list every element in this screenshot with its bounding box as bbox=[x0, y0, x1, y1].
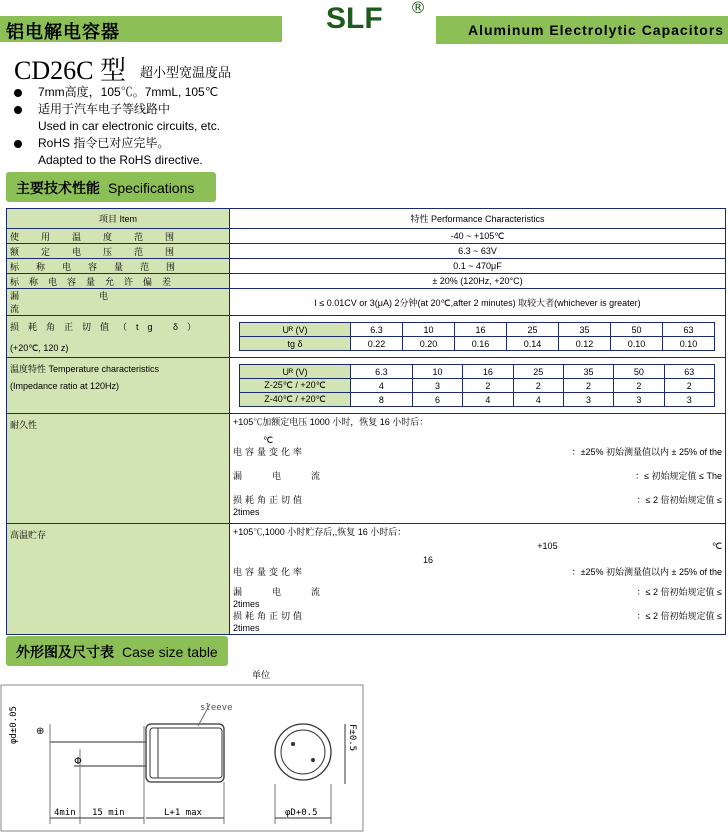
feature-item: 适用于汽车电子等线路中 bbox=[14, 101, 220, 118]
dim-15min: 15 min bbox=[92, 808, 125, 818]
header-title-cn: 铝电解电容器 bbox=[6, 22, 120, 43]
header-title-bar bbox=[0, 16, 282, 42]
table-row bbox=[7, 289, 726, 316]
tan-condition: (+20℃, 120 z) bbox=[10, 343, 69, 353]
table-header-row bbox=[7, 209, 726, 229]
row-label: 额定电压范围 bbox=[7, 244, 230, 259]
tan-label: 损耗角正切值（tg δ） bbox=[10, 322, 206, 332]
unit-label: 单位 bbox=[252, 671, 271, 681]
feature-item: RoHS 指令已对应完毕。 bbox=[14, 135, 220, 152]
row-label: 标称电容量范围 bbox=[7, 259, 230, 274]
temp-sub-label: (Impedance ratio at 120Hz) bbox=[10, 381, 120, 391]
table-row bbox=[7, 259, 726, 274]
storage-text: +105℃,1000 小时贮存后,,恢复 16 小时后： +105 ℃ 16 电容量变化率 ：±25% 初始测量值以内 ± 25% of the 漏电流 ：≤ 2 倍初始规定值 ≤ 2times 损耗角正切值 ：≤ 2 倍初始规定值 ≤ 2times bbox=[233, 527, 722, 633]
table-row-storage bbox=[7, 524, 726, 635]
feature-item: 7mm高度，105℃。7mmL, 105℃ bbox=[14, 84, 220, 101]
phi-label: Φ bbox=[74, 756, 82, 767]
temp-table: Uᴿ (V) 6.3 10 16 25 35 50 63 Z-25℃ / +20℃ 4 3 2 2 2 2 2 Z-40℃ / +20℃ 8 6 4 4 3 3 3 bbox=[239, 364, 715, 407]
temp-label: 温度特性 Temperature characteristics bbox=[10, 364, 160, 374]
table-row bbox=[7, 274, 726, 289]
row-label: 使用温度范围 bbox=[7, 229, 230, 244]
dim-4min: 4min bbox=[54, 808, 76, 818]
case-size-heading: 外形图及尺寸表 Case size table bbox=[6, 636, 228, 666]
row-value: -40 ~ +105℃ bbox=[230, 229, 726, 244]
table-row-temp bbox=[7, 358, 726, 414]
row-value: I ≤ 0.01CV or 3(μA) 2分钟(at 20℃,after 2 minutes) 取较大者(whichever is greater) bbox=[230, 289, 726, 316]
feature-list bbox=[14, 84, 220, 169]
feature-item: Adapted to the RoHS directive. bbox=[38, 153, 203, 167]
header-item: 项目 Item bbox=[7, 209, 230, 229]
row-label: 标称电容量允许偏差 bbox=[7, 274, 230, 289]
table-row-tan bbox=[7, 316, 726, 358]
header-title-en: Aluminum Electrolytic Capacitors bbox=[468, 22, 725, 38]
registered-mark: ® bbox=[410, 0, 426, 17]
row-value: ± 20% (120Hz, +20°C) bbox=[230, 274, 726, 289]
sleeve-label: sleeve bbox=[200, 703, 233, 713]
bullet-icon bbox=[14, 89, 22, 97]
dim-phi-d: φd±0.05 bbox=[9, 706, 19, 744]
dim-L: L+1 max bbox=[164, 808, 202, 818]
endurance-text: +105℃加额定电压 1000 小时，恢复 16 小时后： ℃ 电容量变化率 ：±25% 初始测量值以内 ± 25% of the 漏电流 ：≤ 初始规定值 ≤ The 损耗角正切值 ：≤ 2 倍初始规定值 ≤ 2times bbox=[233, 417, 722, 517]
ur-label: Uᴿ (V) bbox=[240, 323, 351, 337]
dim-F: F±0.5 bbox=[347, 724, 357, 752]
row-label: 漏电流 bbox=[7, 289, 230, 316]
brand-logo: SLF bbox=[326, 2, 383, 35]
plus-mark: ⊕ bbox=[36, 726, 45, 737]
header-english-bar bbox=[436, 16, 728, 44]
case-drawing bbox=[0, 684, 370, 834]
header-performance: 特性 Performance Characteristics bbox=[230, 209, 726, 229]
tg-label: tg δ bbox=[240, 337, 351, 351]
storage-label: 高温贮存 bbox=[7, 524, 230, 635]
model-subtitle: 超小型宽温度品 bbox=[140, 66, 232, 81]
specifications-table bbox=[6, 208, 726, 635]
tan-table: Uᴿ (V) 6.3 10 16 25 35 50 63 tg δ 0.22 0.20 0.16 0.14 0.12 0.10 0.10 bbox=[239, 322, 715, 351]
bullet-icon bbox=[14, 106, 22, 114]
bullet-icon bbox=[14, 140, 22, 148]
table-row-endurance bbox=[7, 414, 726, 524]
table-row bbox=[7, 244, 726, 259]
row-value: 0.1 ~ 470μF bbox=[230, 259, 726, 274]
model-title: CD26C 型 bbox=[14, 56, 126, 85]
specifications-heading: 主要技术性能 Specifications bbox=[6, 172, 216, 202]
table-row bbox=[7, 229, 726, 244]
row-value: 6.3 ~ 63V bbox=[230, 244, 726, 259]
endurance-label: 耐久性 bbox=[7, 414, 230, 524]
dim-D: φD+0.5 bbox=[285, 808, 318, 818]
feature-item: Used in car electronic circuits, etc. bbox=[38, 119, 221, 133]
